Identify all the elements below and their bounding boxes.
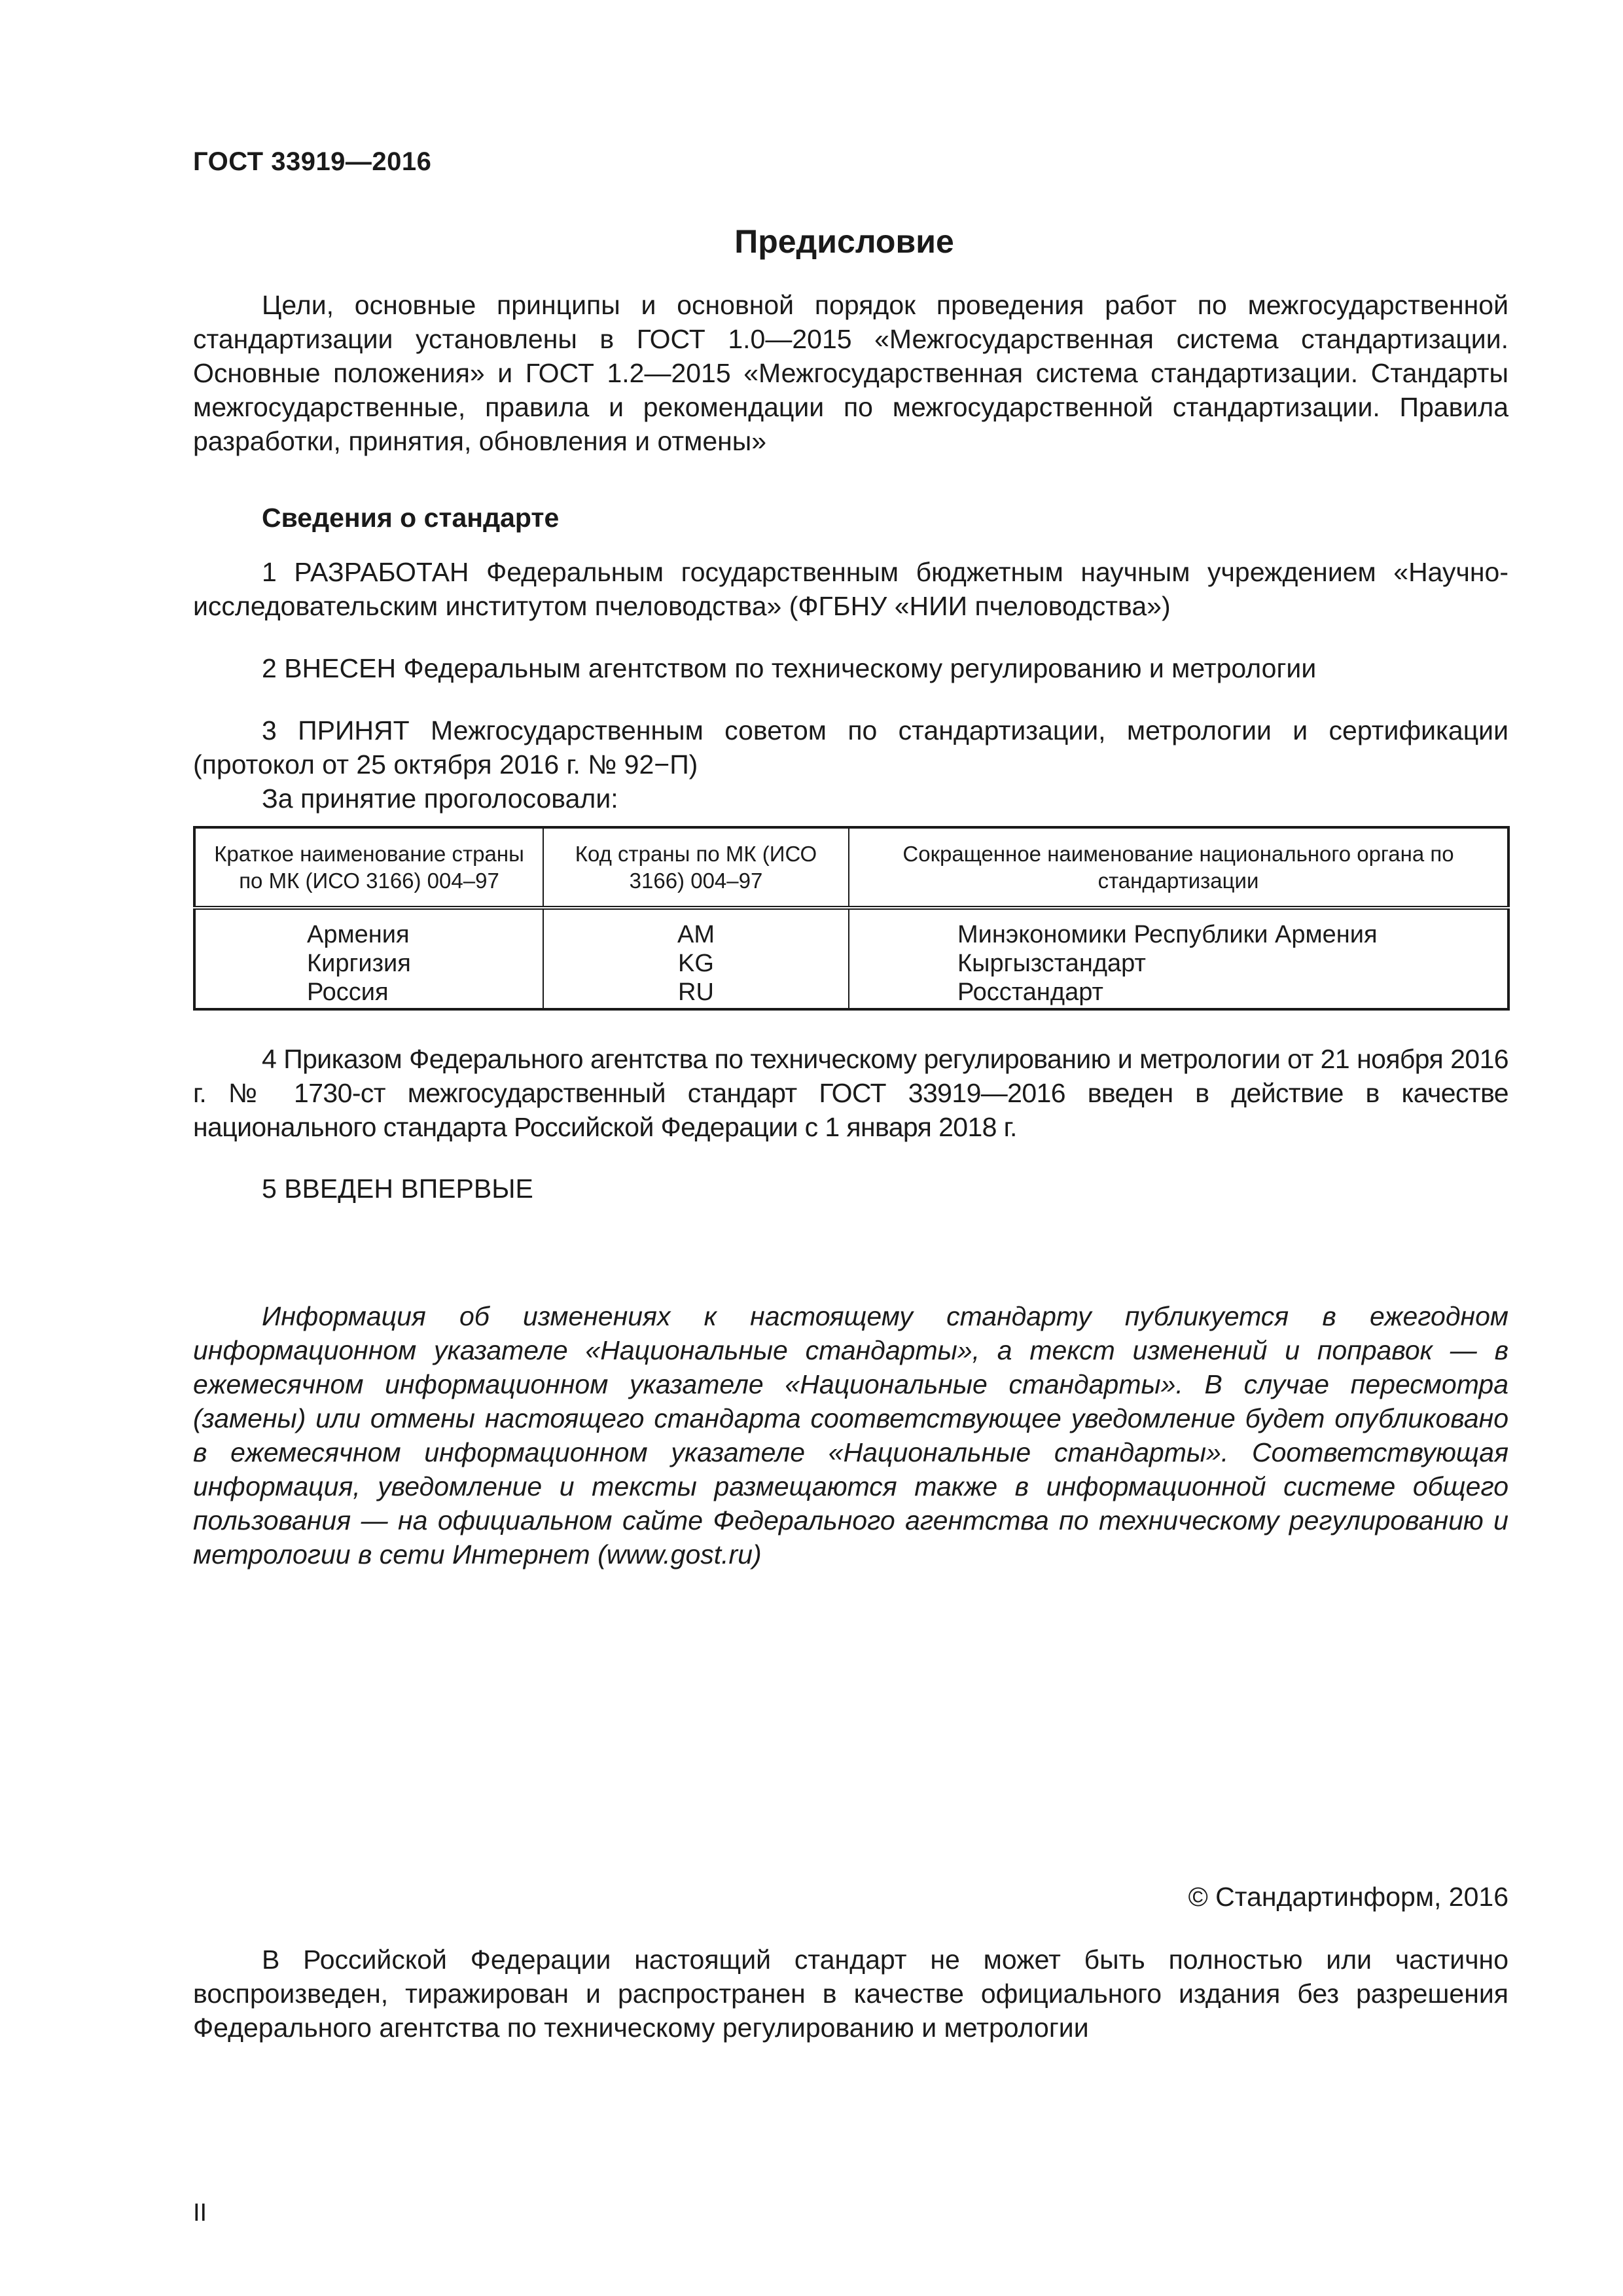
document-number-header: ГОСТ 33919—2016 xyxy=(193,147,432,176)
info-item-3 xyxy=(193,713,1508,816)
foreword-paragraph: Цели, основные принципы и основной порядок проведения работ по межгосударственной стандартизации установлены в ГОСТ 1.0—2015 «Межгосударственная система стандартизации. Основные положения» и ГОСТ 1.2—2015 «Межгосударственная система стандартизации. Стандарты межгосударственные, правила и рекомендации по межгосударственной стандартизации. Правила разработки, принятия, обновления и отмены» xyxy=(193,290,1508,456)
voting-table xyxy=(193,826,1510,1011)
body-cell xyxy=(849,908,1508,1009)
info-item-4-text: 4 Приказом Федерального агентства по техническому регулированию и метрологии от 21 ноября 2016 г. № 1730-ст межгосударственный стандарт ГОСТ 33919—2016 введен в действие в качестве национального стандарта Российской Федерации с 1 января 2018 г. xyxy=(193,1044,1508,1142)
foreword-section xyxy=(193,288,1508,458)
national-body: Кыргызстандарт xyxy=(957,950,1146,977)
country-name: Армения xyxy=(307,921,410,948)
copyright-line: © Стандартинформ, 2016 xyxy=(1188,1882,1508,1912)
voted-label: За принятие проголосовали: xyxy=(262,783,618,814)
info-item-5-text: 5 ВВЕДЕН ВПЕРВЫЕ xyxy=(262,1174,533,1204)
country-name: Киргизия xyxy=(307,950,411,977)
country-code: KG xyxy=(678,950,714,977)
info-item-5 xyxy=(193,1172,1508,1206)
table-header-country: Краткое наименование страны по МК (ИСО 3166) 004–97 xyxy=(194,827,543,908)
country-code: AM xyxy=(677,921,715,948)
table-header-row xyxy=(194,827,1508,908)
info-subtitle: Сведения о стандарте xyxy=(262,503,560,533)
info-section xyxy=(193,501,1508,535)
changes-notice-text: Информация об изменениях к настоящему стандарту публикуется в ежегодном информационном указателе «Национальные стандарты», а текст изменений и поправок — в ежемесячном информационном указателе «Национальные стандарты». В случае пересмотра (замены) или отмены настоящего стандарта соответствующее уведомление будет опубликовано в ежемесячном информационном указателе «Национальные стандарты». Соответствующая информация, уведомление и тексты размещаются также в информационной системе общего пользования — на официальном сайте Федерального агентства по техническому регулированию и метрологии в сети Интернет (www.gost.ru) xyxy=(193,1301,1508,1570)
rights-notice-text: В Российской Федерации настоящий стандарт не может быть полностью или частично воспроизведен, тиражирован и распространен в качестве официального издания без разрешения Федерального агентства по техническому регулированию и метрологии xyxy=(193,1945,1508,2043)
rights-notice xyxy=(193,1943,1508,2045)
table-header-code: Код страны по МК (ИСО 3166) 004–97 xyxy=(543,827,849,908)
page-number: II xyxy=(193,2199,207,2227)
info-item-2 xyxy=(193,651,1508,685)
national-body: Минэкономики Республики Армения xyxy=(957,921,1378,948)
country-cell xyxy=(194,908,543,1009)
table-row xyxy=(194,908,1508,1009)
info-item-1 xyxy=(193,555,1508,623)
national-body: Росстандарт xyxy=(957,978,1103,1006)
info-item-3-text: 3 ПРИНЯТ Межгосударственным советом по стандартизации, метрологии и сертификации (протокол от 25 октября 2016 г. № 92−П) xyxy=(193,715,1508,780)
country-code: RU xyxy=(678,978,714,1006)
info-item-2-text: 2 ВНЕСЕН Федеральным агентством по техническому регулированию и метрологии xyxy=(262,653,1317,683)
code-cell xyxy=(543,908,849,1009)
info-item-1-text: 1 РАЗРАБОТАН Федеральным государственным бюджетным научным учреждением «Научно-исследовательским институтом пчеловодства» (ФГБНУ «НИИ пчеловодства») xyxy=(193,557,1508,621)
table-header-body: Сокращенное наименование национального органа по стандартизации xyxy=(849,827,1508,908)
page-title: Предисловие xyxy=(734,223,954,260)
info-item-4 xyxy=(193,1042,1508,1144)
country-name: Россия xyxy=(307,978,389,1006)
changes-notice xyxy=(193,1299,1508,1571)
